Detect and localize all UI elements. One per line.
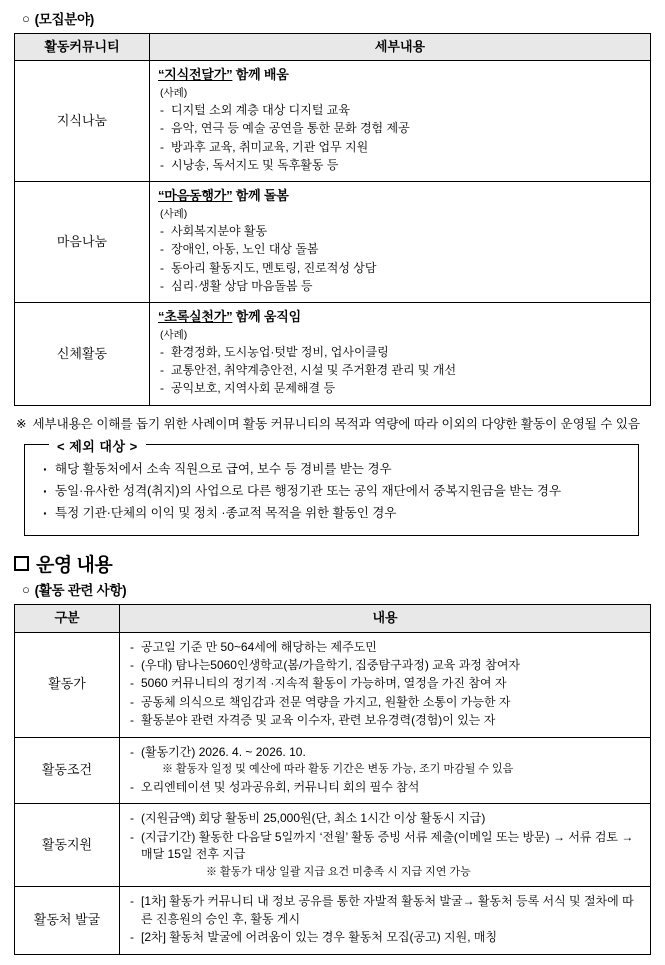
list-item: · 해당 활동처에서 소속 직원으로 급여, 보수 등 경비를 받는 경우 (39, 459, 624, 479)
community-title-physical (158, 308, 642, 326)
community-title-tail: 함께 움직임 (232, 309, 302, 325)
list-item: - [2차] 활동처 발굴에 어려움이 있는 경우 활동처 모집(공고) 지원, 매칭 (128, 929, 642, 946)
recruit-note (16, 415, 649, 434)
list-item: - 오리엔테이션 및 성과공유회, 커뮤니티 회의 필수 참석 (128, 779, 642, 796)
example-tag: (사례) (160, 328, 188, 341)
row-body-heart (150, 182, 651, 303)
activist-list (128, 639, 642, 730)
section-operation-title: 운영 내용 (36, 555, 113, 577)
list-item: - (활동기간) 2026. 4. ~ 2026. 10. (128, 744, 642, 761)
table-row (15, 303, 651, 406)
circle-bullet-icon: ○ (22, 581, 30, 597)
list-item: - 사회복지분야 활동 (158, 223, 642, 240)
table-row (15, 804, 651, 887)
column-header-community: 활동커뮤니티 (15, 34, 150, 61)
list-item: - 음악, 연극 등 예술 공연을 통한 문화 경험 제공 (158, 120, 642, 137)
exclusion-list (39, 459, 624, 523)
detail-list-physical (158, 344, 642, 398)
table-row (15, 737, 651, 804)
community-title-quote: “초록실천가” (158, 309, 233, 325)
list-item: - 공동체 의식으로 책임감과 전문 역량을 가지고, 원활한 소통이 가능한 자 (128, 694, 642, 711)
note-text: 세부내용은 이해를 돕기 위한 사례이며 활동 커뮤니티의 목적과 역량에 따라 이외의 다양한 활동이 운영될 수 있음 (32, 416, 641, 431)
example-tag: (사례) (160, 86, 188, 99)
section-operation-heading (14, 550, 651, 577)
column-header-details: 세부내용 (150, 34, 651, 61)
square-bullet-icon (14, 556, 29, 571)
conditions-note: ※ 활동자 일정 및 예산에 따라 활동 기간은 변동 가능, 조기 마감될 수 있음 (162, 763, 514, 775)
list-item: - [1차] 활동가 커뮤니티 내 정보 공유를 통한 자발적 활동처 발굴→ 활동처 등록 서식 및 절차에 따른 진흥원의 승인 후, 활동 게시 (128, 893, 642, 928)
detail-list-heart (158, 223, 642, 296)
row-body-knowledge (150, 61, 651, 182)
column-header-category: 구분 (15, 605, 120, 632)
recruit-fields-table (14, 33, 651, 406)
row-body-conditions (120, 737, 651, 804)
list-item: - (지원금액) 회당 활동비 25,000원(단, 최소 1시간 이상 활동시 지급) (128, 810, 642, 827)
circle-bullet-icon: ○ (22, 10, 30, 26)
exclusion-legend: < 제외 대상 > (49, 436, 146, 455)
list-item: - (우대) 탐나는5060인생학교(봄/가을학기, 집중탐구과정) 교육 과정 참여자 (128, 657, 642, 674)
row-body-support (120, 804, 651, 887)
section-operation-subheading (22, 579, 651, 599)
detail-list-knowledge (158, 102, 642, 175)
list-item: - 디지털 소외 계층 대상 디지털 교육 (158, 102, 642, 119)
community-title-tail: 함께 돌봄 (232, 188, 289, 204)
conditions-list-2 (128, 779, 642, 796)
row-label-site-discovery: 활동처 발굴 (15, 887, 120, 954)
community-title-knowledge (158, 66, 642, 84)
exclusion-box (24, 439, 639, 536)
list-item: - 환경정화, 도시농업·텃밭 정비, 업사이클링 (158, 344, 642, 361)
conditions-list (128, 744, 642, 761)
list-item: - 공익보호, 지역사회 문제해결 등 (158, 380, 642, 397)
support-list (128, 810, 642, 863)
list-item: - 교통안전, 취약계층안전, 시설 및 주거환경 관리 및 개선 (158, 362, 642, 379)
row-label-conditions: 활동조건 (15, 737, 120, 804)
row-body-physical (150, 303, 651, 406)
row-body-site-discovery (120, 887, 651, 954)
list-item: - 시낭송, 독서지도 및 독후활동 등 (158, 157, 642, 174)
list-item: · 동일·유사한 성격(취지)의 사업으로 다른 행정기관 또는 공익 재단에서 중복지원금을 받는 경우 (39, 481, 624, 501)
example-tag: (사례) (160, 207, 188, 220)
community-title-heart (158, 187, 642, 205)
list-item: - 동아리 활동지도, 멘토링, 진로적성 상담 (158, 260, 642, 277)
operation-table (14, 604, 651, 954)
list-item: - 공고일 기준 만 50~64세에 해당하는 제주도민 (128, 639, 642, 656)
row-label-activist: 활동가 (15, 632, 120, 737)
community-title-quote: “마음동행가” (158, 188, 233, 204)
row-body-activist (120, 632, 651, 737)
table-row (15, 887, 651, 954)
list-item: - 활동분야 관련 자격증 및 교육 이수자, 관련 보유경력(경험)이 있는 자 (128, 712, 642, 729)
community-title-quote: “지식전달가” (158, 67, 233, 83)
list-item: · 특정 기관·단체의 이익 및 정치 ·종교적 목적을 위한 활동인 경우 (39, 503, 624, 523)
row-label-physical: 신체활동 (15, 303, 150, 406)
list-item: - 심리·생활 상담 마음돌봄 등 (158, 278, 642, 295)
note-mark-icon: ※ (16, 416, 27, 431)
table-header-row (15, 605, 651, 632)
list-item: - (지급기간) 활동한 다음달 5일까지 ‘전월’ 활동 증빙 서류 제출(이메일 또는 방문) → 서류 검토 → 매달 15일 전후 지급 (128, 829, 642, 864)
section-recruit-heading (22, 8, 651, 28)
column-header-content: 내용 (120, 605, 651, 632)
list-item: - 5060 커뮤니티의 정기적 ·지속적 활동이 가능하며, 열정을 가진 참여 자 (128, 675, 642, 692)
community-title-tail: 함께 배움 (232, 67, 289, 83)
site-discovery-list (128, 893, 642, 946)
row-label-support: 활동지원 (15, 804, 120, 887)
section-recruit-title: (모집분야) (34, 12, 94, 27)
table-row (15, 632, 651, 737)
table-header-row (15, 34, 651, 61)
row-label-knowledge: 지식나눔 (15, 61, 150, 182)
section-operation-subtitle: (활동 관련 사항) (34, 583, 127, 599)
table-row (15, 182, 651, 303)
list-item: - 장애인, 아동, 노인 대상 돌봄 (158, 241, 642, 258)
list-item: - 방과후 교육, 취미교육, 기관 업무 지원 (158, 139, 642, 156)
table-row (15, 61, 651, 182)
row-label-heart: 마음나눔 (15, 182, 150, 303)
support-note: ※ 활동가 대상 일괄 지급 요건 미충족 시 지급 지연 가능 (206, 865, 471, 878)
